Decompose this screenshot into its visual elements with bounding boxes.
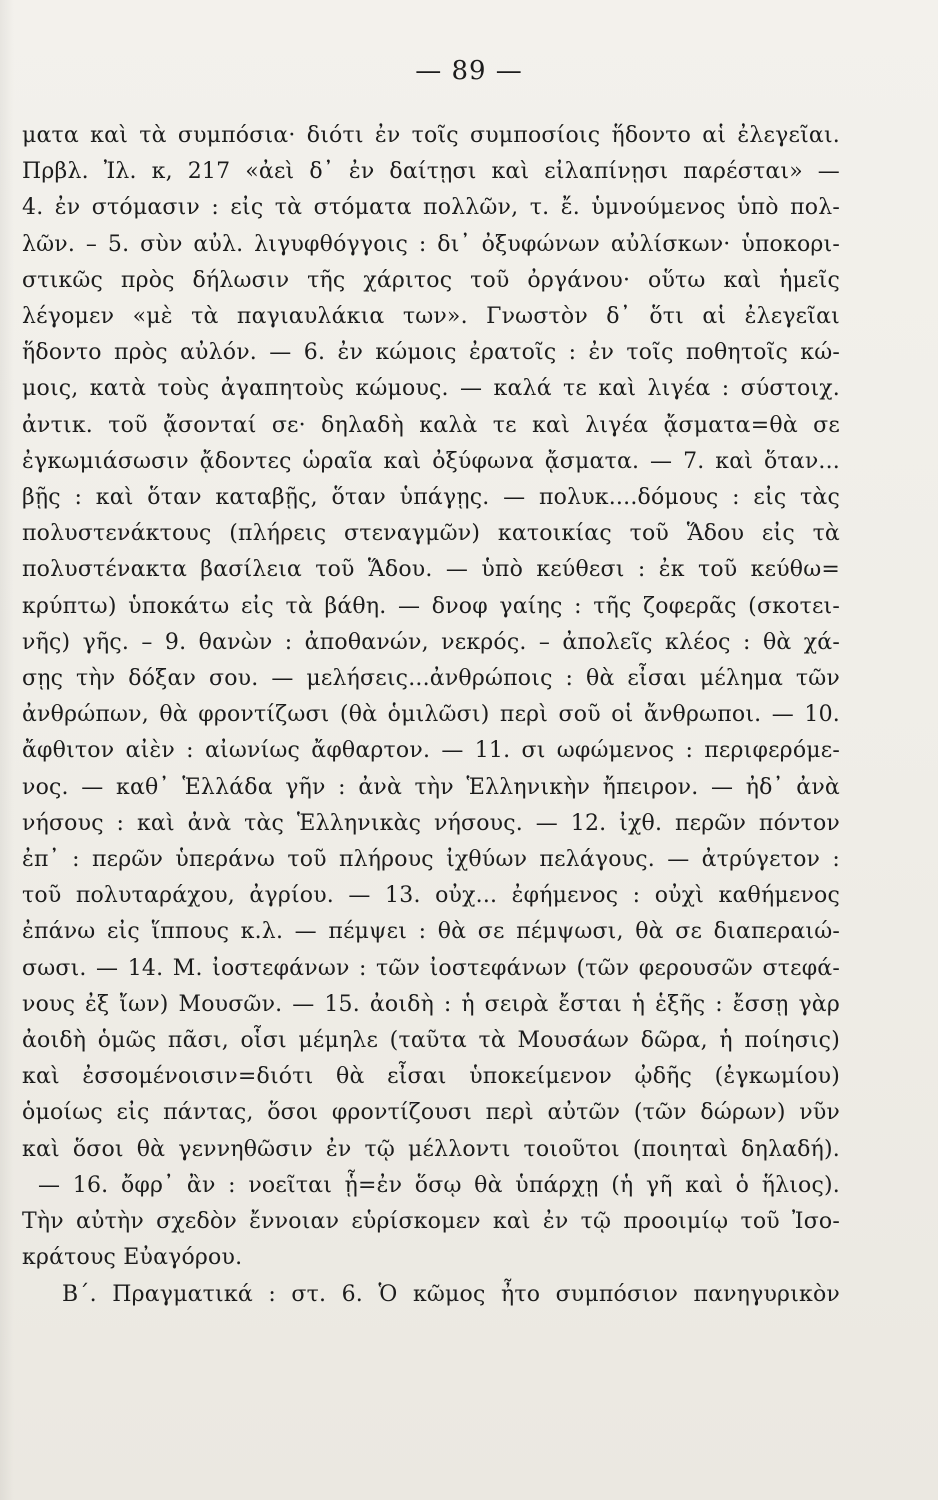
text-line: ἀντικ. τοῦ ᾄσονταί σε· δηλαδὴ καλὰ τε καὶ λιγέα ᾄσματα=θὰ σε [22,412,840,438]
text-line: βῇς : καὶ ὅταν καταβῇς, ὅταν ὑπάγῃς. — πολυκ....δόμους : εἰς τὰς [22,485,840,511]
text-line: κράτους Εὐαγόρου. [22,1245,243,1271]
text-line: ἄφθιτον αἰὲν : αἰωνίως ἄφθαρτον. — 11. σι ωφώμενος : περιφερόμε- [22,738,840,764]
text-line: καὶ ἐσσομένοισιν=διότι θὰ εἶσαι ὑποκείμενον ᾠδῆς (ἐγκωμίου) [22,1064,840,1090]
commentary-text [22,118,840,1313]
text-line: ματα καὶ τὰ συμπόσια· διότι ἐν τοῖς συμποσίοις ἥδοντο αἱ ἐλεγεῖαι. [22,123,840,148]
text-line: τοῦ πολυταράχου, ἀγρίου. — 13. οὐχ... ἐφήμενος : οὐχὶ καθήμενος [22,883,840,909]
text-line: σωσι. — 14. Μ. ἰοστεφάνων : τῶν ἰοστεφάνων (τῶν φερουσῶν στεφά- [22,955,840,981]
text-line: νος. — καθ᾿ Ἑλλάδα γῆν : ἀνὰ τὴν Ἑλληνικὴν ἤπειρον. — ἠδ᾿ ἀνὰ [22,774,840,800]
page-binding-shadow [0,0,14,1500]
text-line: Τὴν αὐτὴν σχεδὸν ἔννοιαν εὑρίσκομεν καὶ ἐν τῷ προοιμίῳ τοῦ Ἰσο- [22,1209,840,1235]
text-line: ἐπάνω εἰς ἵππους κ.λ. — πέμψει : θὰ σε πέμψωσι, θὰ σε διαπεραιώ- [22,919,840,945]
text-line: καὶ ὅσοι θὰ γεννηθῶσιν ἐν τῷ μέλλοντι τοιοῦτοι (ποιηταὶ δηλαδή). [22,1136,840,1162]
text-line: λέγομεν «μὲ τὰ παγιαυλάκια των». Γνωστὸν δ᾿ ὅτι αἱ ἐλεγεῖαι [22,304,840,330]
text-line: νους ἐξ ἴων) Μουσῶν. — 15. ἀοιδὴ : ἡ σειρὰ ἔσται ἡ ἑξῆς : ἔσσῃ γὰρ [22,991,840,1017]
text-line: — 16. ὄφρ᾿ ἂν : νοεῖται ᾗ=ἐν ὅσῳ θὰ ὑπάρχῃ (ἡ γῆ καὶ ὁ ἥλιος). [38,1172,840,1198]
text-line: ἐπ᾿ : περῶν ὑπεράνω τοῦ πλήρους ἰχθύων πελάγους. — ἀτρύγετον : [22,847,840,873]
text-line: ἀοιδὴ ὁμῶς πᾶσι, οἷσι μέμηλε (ταῦτα τὰ Μουσάων δῶρα, ἡ ποίησις) [22,1028,840,1054]
text-line: κρύπτω) ὑποκάτω εἰς τὰ βάθη. — δνοφ γαίης : τῆς ζοφερᾶς (σκοτει- [22,593,840,619]
text-line: πολυστένακτα βασίλεια τοῦ Ἅδου. — ὑπὸ κεύθεσι : ἐκ τοῦ κεύθω= [22,557,840,583]
text-line: ἐγκωμιάσωσιν ᾄδοντες ὡραῖα καὶ ὀξύφωνα ᾄσματα. — 7. καὶ ὅταν... [22,448,840,474]
text-line: ἥδοντο πρὸς αὐλόν. — 6. ἐν κώμοις ἐρατοῖς : ἐν τοῖς ποθητοῖς κώ- [22,340,840,366]
text-line: ἀνθρώπων, θὰ φροντίζωσι (θὰ ὁμιλῶσι) περὶ σοῦ οἱ ἄνθρωποι. — 10. [22,702,840,728]
text-line: 4. ἐν στόμασιν : εἰς τὰ στόματα πολλῶν, τ. ἔ. ὑμνούμενος ὑπὸ πολ- [22,195,840,221]
text-line: πολυστενάκτους (πλήρεις στεναγμῶν) κατοικίας τοῦ Ἅδου εἰς τὰ [22,521,840,547]
text-line: μοις, κατὰ τοὺς ἀγαπητοὺς κώμους. — καλά τε καὶ λιγέα : σύστοιχ. [22,376,840,402]
text-line: λῶν. – 5. σὺν αὐλ. λιγυφθόγγοις : δι᾿ ὀξυφώνων αὐλίσκων· ὑποκορι- [22,231,840,257]
text-line: σῃς τὴν δόξαν σου. — μελήσεις...ἀνθρώποις : θὰ εἶσαι μέλημα τῶν [22,666,840,692]
text-line: Β΄. Πραγματικά : στ. 6. Ὁ κῶμος ἦτο συμπόσιον πανηγυρικὸν [62,1281,840,1307]
text-line: στικῶς πρὸς δήλωσιν τῆς χάριτος τοῦ ὀργάνου· οὕτω καὶ ἡμεῖς [22,267,840,293]
text-line: νῆς) γῆς. – 9. θανὼν : ἀποθανών, νεκρός. – ἀπολεῖς κλέος : θὰ χά- [22,629,840,655]
text-line: ὁμοίως εἰς πάντας, ὅσοι φροντίζουσι περὶ αὐτῶν (τῶν δώρων) νῦν [22,1100,840,1126]
page-number: — 89 — [415,56,523,86]
text-line: Πρβλ. Ἰλ. κ, 217 «ἀεὶ δ᾿ ἐν δαίτῃσι καὶ εἰλαπίνῃσι παρέσται» — [22,159,840,185]
text-line: νήσους : καὶ ἀνὰ τὰς Ἑλληνικὰς νήσους. — 12. ἰχθ. περῶν πόντον [22,810,840,836]
